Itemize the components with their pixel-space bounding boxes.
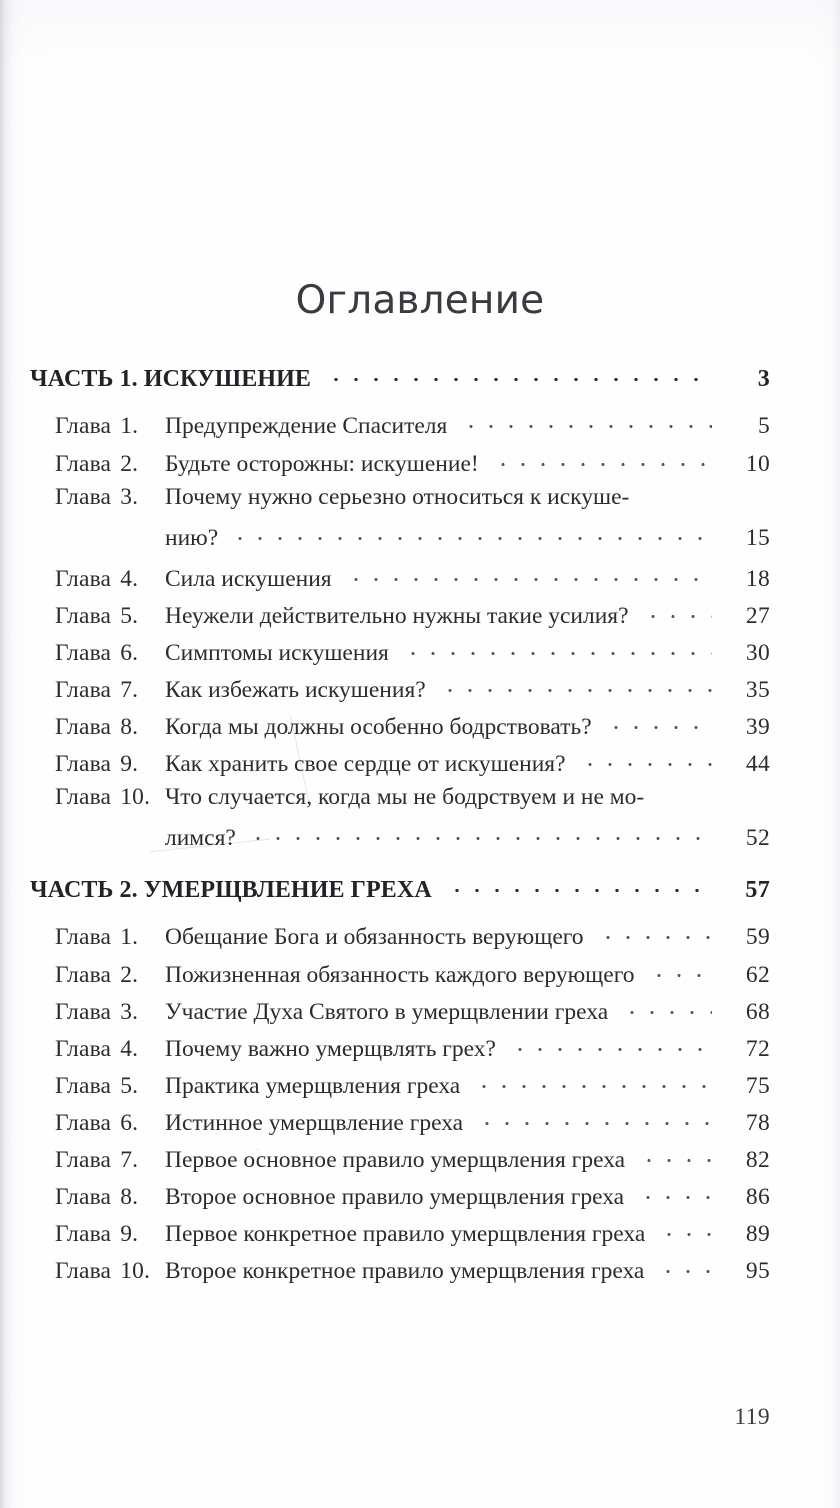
chapter-title: Будьте осторожны: искушение! [165, 450, 479, 477]
chapter-word: Глава [55, 484, 112, 510]
part-heading-row[interactable] [0, 362, 840, 409]
chapter-index: 6. [120, 639, 139, 666]
dot-leader [244, 821, 712, 845]
toc-entry-row[interactable] [0, 1254, 840, 1291]
dot-leader [645, 958, 712, 982]
dot-leader [594, 920, 712, 944]
chapter-title: Участие Духа Святого в умерщвлении греха [165, 998, 609, 1025]
chapter-index: 9. [120, 750, 139, 777]
toc-entry-row[interactable] [0, 784, 840, 821]
chapter-page-number: 44 [745, 750, 770, 777]
chapter-number [55, 484, 165, 511]
chapter-number [55, 714, 165, 741]
chapter-index: 8. [120, 1183, 139, 1210]
toc-entry-row[interactable] [0, 747, 840, 784]
toc-entry-continuation-row[interactable] [0, 821, 840, 862]
chapter-index: 3. [120, 484, 139, 510]
chapter-index: 6. [120, 1109, 139, 1136]
chapter-title: Сила искушения [165, 565, 332, 592]
chapter-title: Пожизненная обязанность каждого верующего [165, 961, 635, 988]
chapter-page-number: 72 [745, 1035, 770, 1062]
part-heading-label: ЧАСТЬ 2. УМЕРЩВЛЕНИЕ ГРЕХА [30, 877, 432, 903]
dot-leader [618, 995, 712, 1019]
toc-entry-row[interactable] [0, 1143, 840, 1180]
dot-leader [654, 1254, 712, 1278]
dot-leader [457, 409, 712, 433]
chapter-number [55, 603, 165, 630]
chapter-number [55, 1147, 165, 1174]
toc-entry-row[interactable] [0, 484, 840, 521]
dot-leader [322, 362, 712, 386]
toc-entry-row[interactable] [0, 562, 840, 599]
chapter-number [55, 640, 165, 667]
chapter-page-number: 95 [745, 1257, 770, 1284]
chapter-index: 5. [120, 602, 139, 629]
chapter-title: Неужели действительно нужны такие усилия? [165, 602, 629, 629]
chapter-page-number: 62 [745, 961, 770, 988]
part-heading-label: ЧАСТЬ 1. ИСКУШЕНИЕ [30, 366, 311, 392]
dot-leader [576, 747, 712, 771]
chapter-number [55, 677, 165, 704]
chapter-word: Глава [55, 961, 112, 988]
chapter-number [55, 751, 165, 778]
chapter-number [55, 924, 165, 951]
chapter-title: Симптомы искушения [165, 639, 389, 666]
part-page-number: 3 [757, 366, 770, 392]
part-page-number: 57 [745, 877, 770, 903]
dot-leader [635, 1143, 712, 1167]
chapter-page-number: 30 [745, 639, 770, 666]
toc-entry-row[interactable] [0, 920, 840, 958]
chapter-word: Глава [55, 450, 112, 477]
chapter-word: Глава [55, 1257, 112, 1284]
toc-entry-row[interactable] [0, 710, 840, 747]
chapter-index: 3. [120, 998, 139, 1025]
dot-leader [655, 1217, 712, 1241]
chapter-index: 1. [120, 923, 139, 950]
chapter-word: Глава [55, 1183, 112, 1210]
chapter-word: Глава [55, 1220, 112, 1247]
dot-leader [473, 1106, 712, 1130]
dot-leader [470, 1069, 712, 1093]
chapter-title-continued: нию? [165, 524, 219, 551]
chapter-word: Глава [55, 713, 112, 740]
chapter-title: Что случается, когда мы не бодрствуем и не мо- [165, 784, 645, 810]
chapter-number [55, 962, 165, 989]
chapter-title: Истинное умерщвление греха [165, 1109, 464, 1136]
toc-entry-row[interactable] [0, 1032, 840, 1069]
chapter-page-number: 89 [745, 1220, 770, 1247]
dot-leader [342, 562, 712, 586]
chapter-index: 5. [120, 1072, 139, 1099]
toc-entry-row[interactable] [0, 673, 840, 710]
chapter-title: Обещание Бога и обязанность верующего [165, 923, 584, 950]
chapter-word: Глава [55, 412, 112, 439]
chapter-page-number: 75 [745, 1072, 770, 1099]
chapter-page-number: 59 [745, 923, 770, 950]
chapter-page-number: 27 [745, 602, 770, 629]
chapter-number [55, 1184, 165, 1211]
toc-entry-row[interactable] [0, 1217, 840, 1254]
chapter-number [55, 784, 165, 811]
chapter-number [55, 1110, 165, 1137]
chapter-index: 7. [120, 676, 139, 703]
chapter-page-number: 86 [745, 1183, 770, 1210]
chapter-page-number: 68 [745, 998, 770, 1025]
chapter-index: 10. [120, 784, 151, 810]
chapter-title: Почему важно умерщвлять грех? [165, 1035, 496, 1062]
dot-leader [436, 673, 712, 697]
chapter-word: Глава [55, 923, 112, 950]
chapter-index: 2. [120, 450, 139, 477]
chapter-title: Первое конкретное правило умерщвления греха [165, 1220, 646, 1247]
toc-entry-row[interactable] [0, 409, 840, 447]
part-heading-row[interactable] [0, 873, 840, 920]
chapter-title: Практика умерщвления греха [165, 1072, 461, 1099]
chapter-number [55, 566, 165, 593]
chapter-index: 1. [120, 412, 139, 439]
chapter-title: Как хранить свое сердце от искушения? [165, 750, 566, 777]
chapter-number [55, 451, 165, 478]
chapter-page-number: 35 [745, 676, 770, 703]
chapter-number [55, 999, 165, 1026]
chapter-index: 10. [120, 1257, 151, 1284]
chapter-word: Глава [55, 602, 112, 629]
toc-entry-row[interactable] [0, 995, 840, 1032]
chapter-title: Когда мы должны особенно бодрствовать? [165, 713, 592, 740]
chapter-title: Первое основное правило умерщвления греха [165, 1146, 626, 1173]
chapter-page-number: 52 [745, 824, 770, 851]
dot-leader [602, 710, 712, 734]
toc-entry-row[interactable] [0, 1180, 840, 1217]
dot-leader [506, 1032, 712, 1056]
chapter-title: Как избежать искушения? [165, 676, 426, 703]
page-folio: 119 [734, 1404, 770, 1430]
chapter-page-number: 5 [757, 412, 770, 439]
chapter-number [55, 1036, 165, 1063]
chapter-word: Глава [55, 784, 112, 810]
dot-leader [489, 447, 712, 471]
toc-entry-row[interactable] [0, 447, 840, 484]
page-title: Оглавление [295, 278, 545, 324]
chapter-number [55, 413, 165, 440]
chapter-page-number: 15 [745, 524, 770, 551]
chapter-word: Глава [55, 1146, 112, 1173]
chapter-index: 8. [120, 713, 139, 740]
table-of-contents [0, 362, 840, 1291]
toc-entry-row[interactable] [0, 599, 840, 636]
dot-leader [634, 1180, 712, 1204]
chapter-page-number: 82 [745, 1146, 770, 1173]
chapter-index: 7. [120, 1146, 139, 1173]
chapter-index: 4. [120, 565, 139, 592]
chapter-word: Глава [55, 565, 112, 592]
chapter-index: 9. [120, 1220, 139, 1247]
chapter-title: Почему нужно серьезно относиться к искуше- [165, 484, 630, 510]
dot-leader [443, 873, 712, 897]
chapter-title: Предупреждение Спасителя [165, 412, 448, 439]
chapter-page-number: 10 [745, 450, 770, 477]
dot-leader [399, 636, 712, 660]
chapter-word: Глава [55, 1035, 112, 1062]
chapter-index: 4. [120, 1035, 139, 1062]
chapter-word: Глава [55, 1109, 112, 1136]
chapter-word: Глава [55, 676, 112, 703]
chapter-number [55, 1073, 165, 1100]
chapter-word: Глава [55, 1072, 112, 1099]
chapter-number [55, 1258, 165, 1285]
chapter-page-number: 39 [745, 713, 770, 740]
chapter-title-continued: лимся? [165, 824, 236, 851]
chapter-word: Глава [55, 750, 112, 777]
chapter-word: Глава [55, 639, 112, 666]
chapter-page-number: 18 [745, 565, 770, 592]
dot-leader [226, 521, 712, 545]
chapter-number [55, 1221, 165, 1248]
chapter-title: Второе основное правило умерщвления греха [165, 1183, 625, 1210]
toc-entry-row[interactable] [0, 636, 840, 673]
dot-leader [639, 599, 712, 623]
chapter-page-number: 78 [745, 1109, 770, 1136]
toc-entry-continuation-row[interactable] [0, 521, 840, 562]
toc-entry-row[interactable] [0, 1069, 840, 1106]
chapter-word: Глава [55, 998, 112, 1025]
chapter-index: 2. [120, 961, 139, 988]
toc-entry-row[interactable] [0, 958, 840, 995]
toc-entry-row[interactable] [0, 1106, 840, 1143]
chapter-title: Второе конкретное правило умерщвления греха [165, 1257, 645, 1284]
part-spacer [0, 862, 840, 873]
